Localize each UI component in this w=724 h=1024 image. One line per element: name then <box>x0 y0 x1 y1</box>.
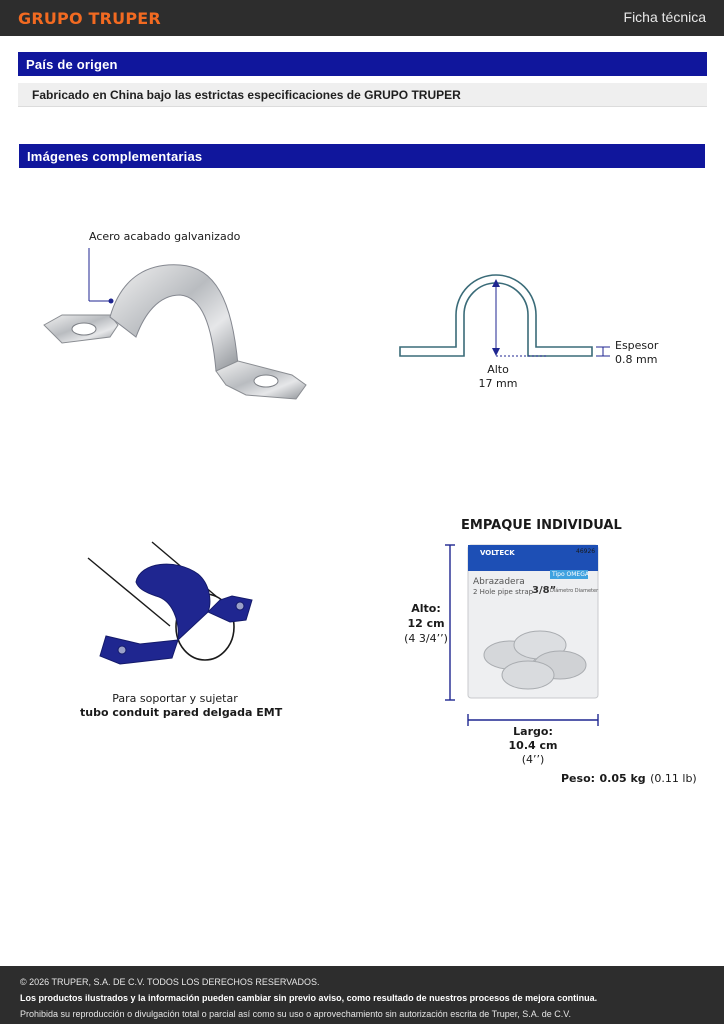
footer-copyright: © 2026 TRUPER, S.A. DE C.V. TODOS LOS DERECHOS RESERVADOS. <box>20 977 320 987</box>
brand-logo: GRUPO TRUPER <box>18 9 161 28</box>
footer-legal: Prohibida su reproducción o divulgación total o parcial así como su uso o aprovechamiento sin autorización escrita de Truper, S.A. de C.V. <box>20 1009 571 1019</box>
package-title: EMPAQUE INDIVIDUAL <box>461 518 622 533</box>
usage-line1: Para soportar y sujetar <box>112 692 238 705</box>
alto-value: 17 mm <box>478 377 518 390</box>
usage-line2: tubo conduit pared delgada EMT <box>80 706 283 719</box>
strap-photo-illustration <box>40 225 320 410</box>
card-size: 3/8” <box>532 585 557 596</box>
package-largo-in: (4’’) <box>521 753 545 766</box>
dimension-drawing <box>396 265 666 395</box>
package-largo-cm: 10.4 cm <box>508 739 558 752</box>
package-figure <box>400 515 697 790</box>
top-header <box>0 0 724 36</box>
dimension-diagram <box>396 265 666 395</box>
package-alto-label: Alto: <box>411 602 441 615</box>
package-peso-lb: (0.11 lb) <box>650 772 697 785</box>
section-title-images: Imágenes complementarias <box>19 144 705 168</box>
card-brand: VOLTECK <box>480 549 515 557</box>
footer <box>0 966 724 1024</box>
alto-label: Alto <box>487 363 509 376</box>
card-name-en: 2 Hole pipe strap <box>473 588 534 596</box>
card-tag: Tipo OMEGA <box>552 571 589 578</box>
card-name-es: Abrazadera <box>473 577 525 587</box>
espesor-value: 0.8 mm <box>615 353 658 366</box>
package-largo-label: Largo: <box>513 725 553 738</box>
card-code: 46926 <box>576 548 596 555</box>
origin-text: Fabricado en China bajo las estrictas especificaciones de GRUPO TRUPER <box>18 83 707 107</box>
usage-illustration <box>80 540 283 725</box>
package-peso-kg: 0.05 kg <box>599 772 646 785</box>
section-title-origin: País de origen <box>18 52 707 76</box>
package-weight <box>561 769 697 787</box>
espesor-label: Espesor <box>615 339 659 352</box>
material-label: Acero acabado galvanizado <box>89 230 241 243</box>
package-alto-in: (4 3/4’’) <box>404 632 448 645</box>
strap-photo <box>40 225 320 410</box>
package-peso-label: Peso: <box>561 772 596 785</box>
package-alto-cm: 12 cm <box>407 617 445 630</box>
conduit-drawing <box>80 540 280 680</box>
card-diameter: Diámetro Diameter <box>550 588 599 594</box>
document-type: Ficha técnica <box>623 9 706 25</box>
footer-disclaimer: Los productos ilustrados y la información pueden cambiar sin previo aviso, como resultado de nuestros procesos de mejora continua. <box>20 993 598 1003</box>
